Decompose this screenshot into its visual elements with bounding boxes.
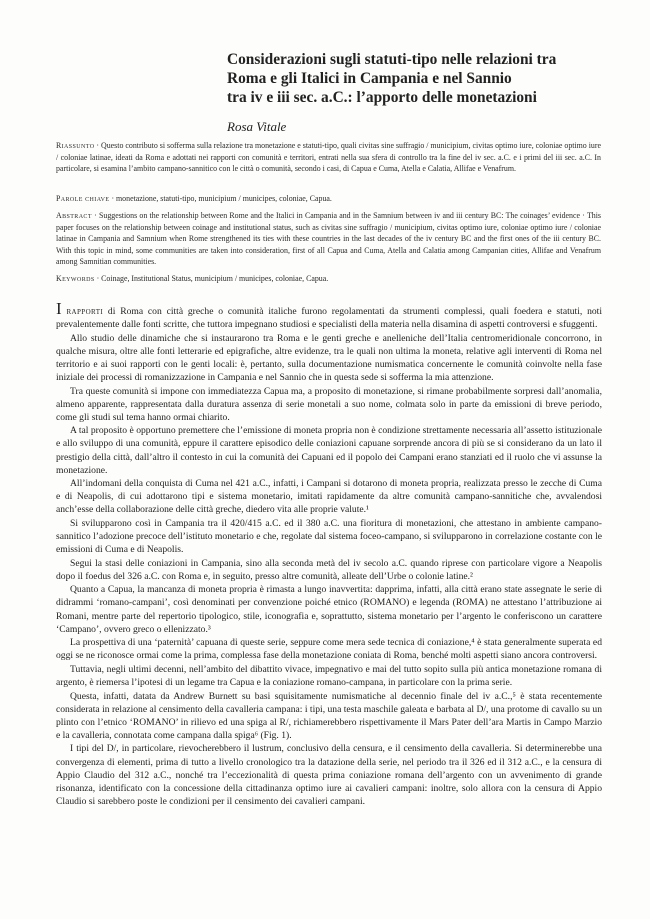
body-paragraph-10: Tuttavia, negli ultimi decenni, nell’ambito del dibattito vivace, impegnativo e mai del tutto sopito sulla più antica monetazione romana di argento, è riemersa l’ipotesi di un legame tra Capua e la coniazione romano-campana, in particolare con la prima serie. — [56, 663, 602, 689]
body-paragraph-3: Tra queste comunità si impone con immediatezza Capua ma, a proposito di monetazione, si rimane probabilmente sorpresi dall’anomalia, almeno apparente, rappresentata dalla duratura assenza di serie monetali a suo nome, colmata solo in parte da emissioni di breve periodo, come gli studi sul tema hanno ormai chiarito. — [56, 385, 602, 423]
drop-cap: I — [56, 299, 62, 318]
riassunto-text: · Questo contributo si sofferma sulla relazione tra monetazione e statuti-tipo, quali civitas sine suffragio / municipium, civitas optimo iure, coloniae optimo iure / coloniae latinae, ideati da Roma e adottati nei rapporti con comunità e territori, entrati nella sua sfera di controllo tra la fine del iv sec. a.C. e i primi del iii sec. a.C. In particolare, si esamina l’ambito campano-sannitico con le città o comunità, secondo i casi, di Capua e Cuma, Atella e Calatia, Allifae e Venafrum. — [56, 141, 601, 174]
riassunto-block — [56, 140, 601, 175]
parole-chiave-label: Parole chiave — [56, 194, 110, 203]
parole-chiave-text: · monetazione, statuti-tipo, municipium / municipes, coloniae, Capua. — [111, 194, 332, 203]
article-title — [227, 50, 607, 107]
first-word: rapporti — [66, 306, 104, 317]
parole-chiave-block — [56, 193, 601, 205]
article-body — [56, 299, 602, 808]
body-paragraph-2: Allo studio delle dinamiche che si instaurarono tra Roma e le genti greche e anelleniche dell’Italia centromeridionale concorrono, in qualche misura, oltre alle fonti letterarie ed epigrafiche, altre evidenze, tra le quali non ultima la moneta, relative agli interventi di Roma nel territorio e ai suoi rapporti con le genti locali: è, pertanto, sulla documentazione numismatica concernente le comunità coinvolte nella fase iniziale dei processi di romanizzazione in Campania e nel Sannio che in questa sede si sofferma la mia attenzione. — [56, 332, 602, 384]
abstract-text: · Suggestions on the relationship between Rome and the Italici in Campania and in the Samnium between iv and iii century BC: The coinages’ evidence · This paper focuses on the relationship between coinage and institutional status, such as civitas sine suffragio / municipium, civitas optimo iure, coloniae optimo iure / coloniae latinae in Campania and Samnium when Rome strengthened its ties with these countries in the last decades of the iv century BC and the first ones of the iii century BC. With this topic in mind, some communities are taken into consideration, first of all Capua and Cuma, Atella and Calatia among Campanian cities, Allifae and Venafrum among Samnitian communities. — [56, 211, 601, 267]
abstract-block — [56, 210, 601, 268]
body-paragraph-8: Quanto a Capua, la mancanza di moneta propria è rimasta a lungo inavvertita: dapprima, infatti, alla città erano state assegnate le serie di didrammi ‘romano-campani’, così denominati per convenzione poiché etnico (ROMANO) e legenda (ROMA) ne attestano l’attribuzione ai Romani, mentre parte del repertorio tipologico, stile, iconografia e, soprattutto, sistema monetario per l’argento le conferiscono un carattere ‘Campano’, ovvero greco o ellenizzato.³ — [56, 584, 602, 635]
body-paragraph-11: Questa, infatti, datata da Andrew Burnett su basi squisitamente numismatiche al decennio finale del iv a.C.,⁵ è stata recentemente considerata in relazione al censimento della cavalleria campana: i tipi, una testa maschile galeata e barbata al D/, una protome di cavallo su un plinto con l’etnico ‘ROMANO’ in rilievo ed una spiga al R/, richiamerebbero rispettivamente il Mars Pater dell’ara Martis in Campo Marzio e la cavalleria, connotata come campana dalla spiga⁶ (Fig. 1). — [56, 690, 602, 741]
title-line-2: Roma e gli Italici in Campania e nel Sannio — [227, 70, 512, 87]
body-paragraph-9: La prospettiva di una ‘paternità’ capuana di queste serie, seppure come mera sede tecnica di coniazione,⁴ è stata generalmente superata ed oggi se ne riconosce ormai come la prima, complessa fase della monetazione coniata di Roma, benché molti aspetti siano ancora controversi. — [56, 637, 602, 662]
body-paragraph-1 — [56, 299, 602, 331]
abstract-label: Abstract — [56, 211, 92, 220]
title-line-3: tra iv e iii sec. a.C.: l’apporto delle monetazioni — [227, 89, 537, 106]
title-line-1: Considerazioni sugli statuti-tipo nelle relazioni tra — [227, 51, 557, 68]
author-name: Rosa Vitale — [227, 119, 287, 134]
paragraph-text: di Roma con città greche o comunità italiche furono regolamentati da strumenti complessi, quali foedera e statuti, noti prevalentemente dalle fonti scritte, che tuttora impegnano studiosi e specialisti della materia nella disamina di aspetti controversi e sfuggenti. — [56, 306, 602, 331]
riassunto-label: Riassunto — [56, 141, 95, 150]
keywords-label: Keywords — [56, 274, 95, 283]
body-paragraph-6: Si svilupparono così in Campania tra il 420/415 a.C. ed il 380 a.C. una fioritura di monetazioni, che attestano in ambiente campano-sannitico l’adozione precoce dell’istituto monetario e che, regolate dal sistema foceo-campano, si svilupparono in correlazione costante con le emissioni di Cuma e di Neapolis. — [56, 517, 602, 556]
body-paragraph-5: All’indomani della conquista di Cuma nel 421 a.C., infatti, i Campani si dotarono di moneta propria, realizzata presso le zecche di Cuma e di Neapolis, di cui adottarono tipi e sistema monetario, imitati rapidamente da altre comunità campano-sannitiche che, avvalendosi anch’esse della collaborazione delle città greche, diedero vita alle proprie valute.¹ — [56, 478, 602, 516]
body-paragraph-12: I tipi del D/, in particolare, rievocherebbero il lustrum, conclusivo della censura, e il censimento della cavalleria. Si determinerebbe una convergenza di elementi, prima di tutto a livello cronologico tra la datazione della serie, nel periodo tra il 326 ed il 312 a.C., e la censura di Appio Claudio del 312 a.C., nonché tra l’eccezionalità di questa prima coniazione romana dell’argento con un avvenimento di grande risonanza, identificato con la concessione della cittadinanza optimo iure ai cavalieri campani: inoltre, solo allora con la censura di Appio Claudio si sarebbero poste le condizioni per il censimento dei cavalieri campani. — [56, 743, 602, 807]
keywords-block — [56, 273, 601, 285]
body-paragraph-7: Segui la stasi delle coniazioni in Campania, sino alla seconda metà del iv secolo a.C. quando riprese con particolare vigore a Neapolis dopo il foedus del 326 a.C. con Roma e, in seguito, presso altre comunità, alleate dell’Urbe o colonie latine.² — [56, 557, 602, 582]
keywords-text: · Coinage, Institutional Status, municipium / municipes, coloniae, Capua. — [96, 274, 329, 283]
body-paragraph-4: A tal proposito è opportuno premettere che l’emissione di moneta propria non è condizione strettamente necessaria all’assetto istituzionale e allo sviluppo di una comunità, eppure il carattere episodico delle coniazioni capuane sorprende ancora di più se si considerano da un lato il prestigio della città, dall’altro il contesto in cui la comunità dei Capuani ed il popolo dei Campani erano stanziati ed il ruolo che vi assunse la monetazione. — [56, 425, 602, 476]
